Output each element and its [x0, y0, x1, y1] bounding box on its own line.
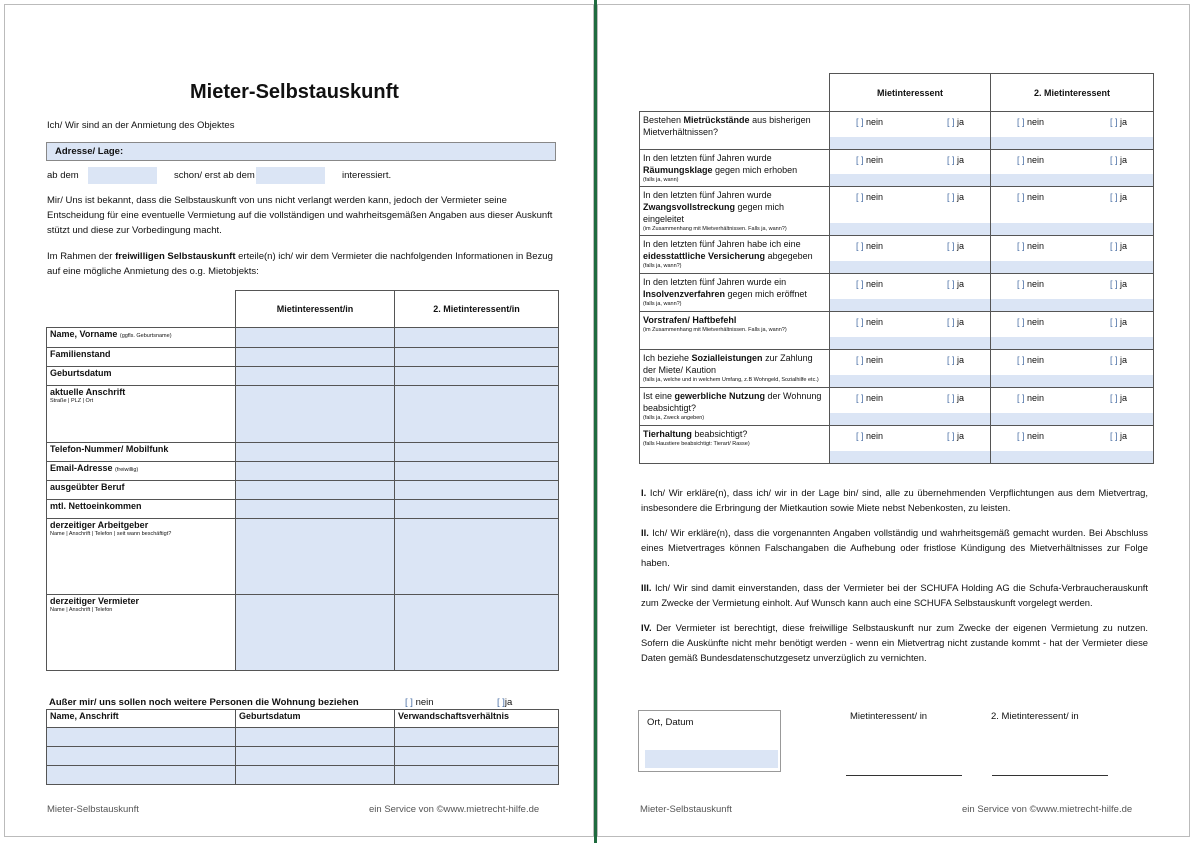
persons-table [46, 709, 559, 785]
answer-detail-field[interactable] [991, 261, 1153, 273]
question-text: Ist eine gewerbliche Nutzung der Wohnung beabsichtigt? (falls ja, Zweck angeben) [640, 388, 830, 426]
input-cell[interactable] [395, 481, 559, 500]
input-cell[interactable] [236, 747, 395, 766]
question-row [640, 426, 1154, 464]
ja-checkbox[interactable]: [ ] ja [1109, 117, 1127, 127]
declarations [641, 485, 1148, 675]
ja-checkbox[interactable]: [ ] ja [946, 393, 964, 403]
question-row [640, 312, 1154, 350]
answer-detail-field[interactable] [830, 375, 990, 387]
input-cell[interactable] [236, 386, 395, 443]
answer-cell [830, 274, 991, 312]
answer-cell [830, 388, 991, 426]
answer-detail-field[interactable] [991, 137, 1153, 149]
ja-checkbox[interactable]: [ ] ja [1109, 192, 1127, 202]
input-cell[interactable] [236, 728, 395, 747]
persons-nein-option[interactable]: [ ] nein [405, 697, 434, 708]
answer-detail-field[interactable] [830, 174, 990, 186]
declaration-paragraph: III. Ich/ Wir sind damit einverstanden, dass der Vermieter bei der SCHUFA Holding AG die Schufa-Verbraucherauskunft zum Zwecke der Vermietung einholt. Auf Wunsch kann auch eine SCHUFA Selbstauskunft vorgelegt werden. [641, 582, 1148, 608]
date-prefix: ab dem [47, 170, 79, 181]
ja-checkbox[interactable]: [ ] ja [1109, 241, 1127, 251]
footer-left: Mieter-Selbstauskunft [47, 804, 139, 815]
answer-cell [991, 150, 1154, 187]
answer-detail-field[interactable] [830, 413, 990, 425]
nein-checkbox[interactable]: [ ] nein [856, 431, 884, 441]
place-date-field[interactable] [638, 710, 781, 772]
row-label: Geburtsdatum [47, 367, 236, 386]
ja-checkbox[interactable]: [ ] ja [1109, 279, 1127, 289]
col-relation-header: Verwandschaftsverhältnis [395, 710, 559, 728]
answer-cell [830, 312, 991, 350]
input-cell[interactable] [236, 328, 395, 348]
row-label: ausgeübter Beruf [47, 481, 236, 500]
header-applicant-2: 2. Mietinteressent/in [395, 291, 559, 328]
answer-detail-field[interactable] [830, 223, 990, 235]
nein-checkbox[interactable]: [ ] nein [856, 279, 884, 289]
question-row [640, 187, 1154, 236]
ja-checkbox[interactable]: [ ] ja [1109, 431, 1127, 441]
row-label: derzeitiger Arbeitgeber Name | Anschrift | Telefon | seit wann beschäftigt? [47, 519, 236, 595]
info-paragraph: Mir/ Uns ist bekannt, dass die Selbstauskunft von uns nicht verlangt werden kann, jedoch der Vermieter seine Entscheidung für eine eventuelle Vermietung auf die vollständigen und wahrheitsgemäßen Angaben aus dieser Auskunft stützt und diese zur Vorbedingung macht. [47, 195, 553, 236]
nein-checkbox[interactable]: [ ] nein [1017, 117, 1045, 127]
header-applicant-1: Mietinteressent/in [236, 291, 395, 328]
ja-checkbox[interactable]: [ ] ja [946, 155, 964, 165]
header-applicant-2: 2. Mietinteressent [991, 74, 1154, 112]
place-date-label: Ort, Datum [647, 717, 694, 728]
answer-cell [830, 236, 991, 274]
signature-label-1: Mietinteressent/ in [850, 711, 928, 722]
ja-checkbox[interactable]: [ ] ja [946, 279, 964, 289]
nein-checkbox[interactable]: [ ] nein [856, 117, 884, 127]
ja-checkbox[interactable]: [ ] ja [946, 431, 964, 441]
answer-detail-field[interactable] [991, 223, 1153, 235]
question-row [640, 150, 1154, 187]
answer-cell [830, 187, 991, 236]
nein-checkbox[interactable]: [ ] nein [1017, 431, 1045, 441]
question-row [640, 274, 1154, 312]
row-label: aktuelle Anschrift Straße | PLZ | Ort [47, 386, 236, 443]
answer-cell [830, 150, 991, 187]
input-cell[interactable] [395, 328, 559, 348]
date-middle: schon/ erst ab dem [174, 170, 255, 181]
date-field-1[interactable] [88, 167, 157, 184]
answer-detail-field[interactable] [830, 451, 990, 463]
nein-checkbox[interactable]: [ ] nein [856, 241, 884, 251]
row-label: derzeitiger Vermieter Name | Anschrift | Telefon [47, 595, 236, 671]
ja-checkbox[interactable]: [ ] ja [946, 192, 964, 202]
ja-checkbox[interactable]: [ ] ja [1109, 155, 1127, 165]
input-cell[interactable] [236, 348, 395, 367]
nein-checkbox[interactable]: [ ] nein [1017, 241, 1045, 251]
input-cell[interactable] [395, 500, 559, 519]
answer-detail-field[interactable] [991, 451, 1153, 463]
row-label: Email-Adresse (freiwillig) [47, 462, 236, 481]
answer-cell [991, 187, 1154, 236]
question-text: Vorstrafen/ Haftbefehl (im Zusammenhang mit Mietverhältnissen. Falls ja, wann?) [640, 312, 830, 350]
intro-text: Ich/ Wir sind an der Anmietung des Objektes [47, 120, 235, 131]
nein-checkbox[interactable]: [ ] nein [856, 192, 884, 202]
answer-cell [830, 350, 991, 388]
input-cell[interactable] [395, 462, 559, 481]
input-cell[interactable] [236, 481, 395, 500]
input-cell[interactable] [47, 728, 236, 747]
answer-detail-field[interactable] [830, 261, 990, 273]
col-name-header: Name, Anschrift [47, 710, 236, 728]
footer-right: ein Service von ©www.mietrecht-hilfe.de [962, 804, 1133, 815]
input-cell[interactable] [236, 595, 395, 671]
answer-cell [991, 236, 1154, 274]
right-page [597, 4, 1190, 837]
ja-checkbox[interactable]: [ ] ja [946, 317, 964, 327]
answer-detail-field[interactable] [991, 337, 1153, 349]
persons-question: Außer mir/ uns sollen noch weitere Personen die Wohnung beziehen [49, 697, 359, 708]
question-table [639, 73, 1154, 464]
input-cell[interactable] [236, 462, 395, 481]
question-row [640, 350, 1154, 388]
input-cell[interactable] [395, 766, 559, 785]
left-page [4, 4, 594, 837]
input-cell[interactable] [395, 386, 559, 443]
input-cell[interactable] [236, 367, 395, 386]
answer-cell [830, 112, 991, 150]
input-cell[interactable] [395, 728, 559, 747]
answer-detail-field[interactable] [830, 137, 990, 149]
input-cell[interactable] [236, 766, 395, 785]
input-cell[interactable] [395, 348, 559, 367]
question-text: Ich beziehe Sozialleistungen zur Zahlung der Miete/ Kaution (falls ja, welche und in welchem Umfang, z.B Wohngeld, Sozialhilfe etc.) [640, 350, 830, 388]
row-label: Familienstand [47, 348, 236, 367]
answer-detail-field[interactable] [991, 174, 1153, 186]
address-field[interactable] [46, 142, 556, 161]
nein-checkbox[interactable]: [ ] nein [856, 155, 884, 165]
answer-cell [991, 426, 1154, 464]
answer-detail-field[interactable] [991, 413, 1153, 425]
declaration-paragraph: IV. Der Vermieter ist berechtigt, diese freiwillige Selbstauskunft nur zum Zwecke der eigenen Vermietung zu nutzen. Sofern die Auskünfte nicht mehr benötigt werden - wenn ein Mietvertrag nicht zustande kommt - hat der Vermieter diese Daten gemäß Bundesdatenschutzgesetz unverzüglich zu vernichten. [641, 622, 1148, 663]
applicant-table [46, 290, 559, 671]
nein-checkbox[interactable]: [ ] nein [1017, 279, 1045, 289]
footer-left: Mieter-Selbstauskunft [640, 804, 732, 815]
footer-right: ein Service von ©www.mietrecht-hilfe.de [369, 804, 540, 815]
declaration-paragraph: I. Ich/ Wir erkläre(n), dass ich/ wir in der Lage bin/ sind, alle zu übernehmenden Verpflichtungen aus dem Mietvertrag, insbesondere die Erbringung der Mietkaution sowie Miete nebst Nebenkosten, zu leisten. [641, 487, 1148, 513]
declaration-paragraph: II. Ich/ Wir erkläre(n), dass die vorgenannten Angaben vollständig und wahrheitsgemäß gemacht wurden. Bei Abschluss eines Mietvertrages können Falschangaben die Aufhebung oder fristlose Kündigung des Mietverhältnisses zur Folge haben. [641, 527, 1148, 568]
ja-checkbox[interactable]: [ ] ja [1109, 393, 1127, 403]
answer-cell [991, 112, 1154, 150]
nein-checkbox[interactable]: [ ] nein [1017, 393, 1045, 403]
ja-checkbox[interactable]: [ ] ja [1109, 317, 1127, 327]
input-cell[interactable] [236, 500, 395, 519]
question-text: Tierhaltung beabsichtigt? (falls Haustiere beabsichtigt: Tierart/ Rasse) [640, 426, 830, 464]
ja-checkbox[interactable]: [ ] ja [946, 117, 964, 127]
nein-checkbox[interactable]: [ ] nein [1017, 317, 1045, 327]
input-cell[interactable] [395, 443, 559, 462]
nein-checkbox[interactable]: [ ] nein [856, 355, 884, 365]
persons-ja-option[interactable]: [ ]ja [497, 697, 513, 708]
row-label: Name, Vorname (ggfls. Geburtsname) [47, 328, 236, 348]
question-text: Bestehen Mietrückstände aus bisherigen Mietverhältnissen? [640, 112, 830, 150]
col-birthdate-header: Geburtsdatum [236, 710, 395, 728]
input-cell[interactable] [395, 747, 559, 766]
ja-checkbox[interactable]: [ ] ja [1109, 355, 1127, 365]
answer-cell [991, 274, 1154, 312]
nein-checkbox[interactable]: [ ] nein [1017, 355, 1045, 365]
question-text: In den letzten fünf Jahren wurde ein Insolvenzverfahren gegen mich eröffnet (falls ja, wann?) [640, 274, 830, 312]
question-row [640, 388, 1154, 426]
answer-detail-field[interactable] [830, 337, 990, 349]
signature-label-2: 2. Mietinteressent/ in [991, 711, 1079, 722]
answer-cell [991, 350, 1154, 388]
ja-checkbox[interactable]: [ ] ja [946, 355, 964, 365]
document-title: Mieter-Selbstauskunft [190, 81, 399, 103]
nein-checkbox[interactable]: [ ] nein [1017, 155, 1045, 165]
date-field-2[interactable] [256, 167, 325, 184]
input-cell[interactable] [395, 367, 559, 386]
nein-checkbox[interactable]: [ ] nein [1017, 192, 1045, 202]
answer-detail-field[interactable] [830, 299, 990, 311]
row-label: Telefon-Nummer/ Mobilfunk [47, 443, 236, 462]
question-text: In den letzten fünf Jahren wurde Räumungsklage gegen mich erhoben (falls ja, wann) [640, 150, 830, 187]
answer-detail-field[interactable] [991, 299, 1153, 311]
signature-line-1[interactable] [846, 775, 962, 776]
scope-paragraph: Im Rahmen der freiwilligen Selbstauskunft erteile(n) ich/ wir dem Vermieter die nachfolgenden Informationen in Bezug auf eine mögliche Anmietung des o.g. Mietobjekts: [47, 251, 553, 277]
input-cell[interactable] [395, 595, 559, 671]
input-cell[interactable] [236, 519, 395, 595]
question-text: In den letzten fünf Jahren wurde Zwangsvollstreckung gegen mich eingeleitet (im Zusammenhang mit Mietverhältnissen. Falls ja, wann?) [640, 187, 830, 236]
place-date-input[interactable] [645, 750, 778, 768]
answer-cell [830, 426, 991, 464]
answer-cell [991, 388, 1154, 426]
nein-checkbox[interactable]: [ ] nein [856, 317, 884, 327]
header-applicant-1: Mietinteressent [830, 74, 991, 112]
signature-line-2[interactable] [992, 775, 1108, 776]
nein-checkbox[interactable]: [ ] nein [856, 393, 884, 403]
input-cell[interactable] [47, 766, 236, 785]
question-row [640, 112, 1154, 150]
address-label: Adresse/ Lage: [55, 146, 124, 157]
input-cell[interactable] [236, 443, 395, 462]
question-row [640, 236, 1154, 274]
answer-detail-field[interactable] [991, 375, 1153, 387]
question-text: In den letzten fünf Jahren habe ich eine eidesstattliche Versicherung abgegeben (falls ja, wann?) [640, 236, 830, 274]
input-cell[interactable] [47, 747, 236, 766]
input-cell[interactable] [395, 519, 559, 595]
answer-cell [991, 312, 1154, 350]
ja-checkbox[interactable]: [ ] ja [946, 241, 964, 251]
row-label: mtl. Nettoeinkommen [47, 500, 236, 519]
date-suffix: interessiert. [342, 170, 392, 181]
